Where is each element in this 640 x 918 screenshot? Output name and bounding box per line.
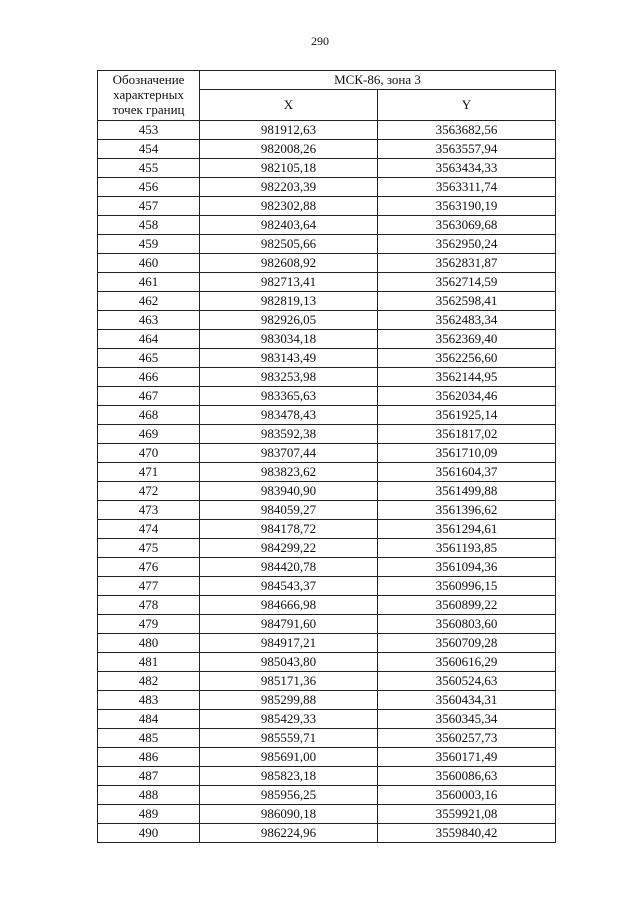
point-number-cell: 485 (98, 729, 200, 748)
point-number-cell: 479 (98, 615, 200, 634)
table-row (98, 577, 556, 596)
page-number: 290 (311, 34, 329, 48)
coordinates-table (97, 70, 556, 843)
x-coordinate-cell: 982008,26 (200, 140, 378, 159)
y-coordinate-cell: 3559840,42 (378, 824, 556, 843)
x-coordinate-cell: 982819,13 (200, 292, 378, 311)
table-row (98, 672, 556, 691)
x-coordinate-cell: 984299,22 (200, 539, 378, 558)
y-coordinate-cell: 3560616,29 (378, 653, 556, 672)
point-number-cell: 484 (98, 710, 200, 729)
y-coordinate-cell: 3560524,63 (378, 672, 556, 691)
x-coordinate-cell: 985956,25 (200, 786, 378, 805)
point-number-cell: 475 (98, 539, 200, 558)
y-coordinate-cell: 3563190,19 (378, 197, 556, 216)
point-number-cell: 466 (98, 368, 200, 387)
table-row (98, 786, 556, 805)
x-coordinate-cell: 984420,78 (200, 558, 378, 577)
table-row (98, 159, 556, 178)
point-number-cell: 473 (98, 501, 200, 520)
point-number-cell: 465 (98, 349, 200, 368)
x-coordinate-cell: 985043,80 (200, 653, 378, 672)
table-row (98, 444, 556, 463)
x-coordinate-cell: 984666,98 (200, 596, 378, 615)
y-column-header: Y (378, 90, 556, 121)
x-coordinate-cell: 982505,66 (200, 235, 378, 254)
y-coordinate-cell: 3562483,34 (378, 311, 556, 330)
y-coordinate-cell: 3563557,94 (378, 140, 556, 159)
x-coordinate-cell: 982403,64 (200, 216, 378, 235)
y-coordinate-cell: 3560434,31 (378, 691, 556, 710)
x-coordinate-cell: 985559,71 (200, 729, 378, 748)
y-coordinate-cell: 3560996,15 (378, 577, 556, 596)
point-number-cell: 468 (98, 406, 200, 425)
table-row (98, 349, 556, 368)
x-coordinate-cell: 982713,41 (200, 273, 378, 292)
y-coordinate-cell: 3561094,36 (378, 558, 556, 577)
x-coordinate-cell: 982105,18 (200, 159, 378, 178)
point-number-cell: 456 (98, 178, 200, 197)
y-coordinate-cell: 3560345,34 (378, 710, 556, 729)
x-coordinate-cell: 983143,49 (200, 349, 378, 368)
point-number-cell: 464 (98, 330, 200, 349)
y-coordinate-cell: 3561710,09 (378, 444, 556, 463)
point-number-cell: 483 (98, 691, 200, 710)
x-coordinate-cell: 982608,92 (200, 254, 378, 273)
y-coordinate-cell: 3562950,24 (378, 235, 556, 254)
x-coordinate-cell: 985823,18 (200, 767, 378, 786)
table-row (98, 805, 556, 824)
point-number-cell: 488 (98, 786, 200, 805)
x-coordinate-cell: 983823,62 (200, 463, 378, 482)
point-number-cell: 453 (98, 121, 200, 140)
table-row (98, 482, 556, 501)
y-coordinate-cell: 3562034,46 (378, 387, 556, 406)
x-coordinate-cell: 985691,00 (200, 748, 378, 767)
x-column-header: X (200, 90, 378, 121)
x-coordinate-cell: 983253,98 (200, 368, 378, 387)
table-row (98, 311, 556, 330)
x-coordinate-cell: 985171,36 (200, 672, 378, 691)
table-row (98, 767, 556, 786)
point-number-cell: 459 (98, 235, 200, 254)
point-number-cell: 461 (98, 273, 200, 292)
point-number-cell: 463 (98, 311, 200, 330)
table-row (98, 463, 556, 482)
x-coordinate-cell: 983707,44 (200, 444, 378, 463)
table-row (98, 292, 556, 311)
y-coordinate-cell: 3560003,16 (378, 786, 556, 805)
table-row (98, 539, 556, 558)
y-coordinate-cell: 3560086,63 (378, 767, 556, 786)
x-coordinate-cell: 983034,18 (200, 330, 378, 349)
coordinate-system-header: МСК-86, зона 3 (200, 71, 556, 90)
x-coordinate-cell: 982302,88 (200, 197, 378, 216)
point-number-cell: 490 (98, 824, 200, 843)
table-row (98, 558, 556, 577)
y-coordinate-cell: 3562256,60 (378, 349, 556, 368)
table-row (98, 691, 556, 710)
y-coordinate-cell: 3560171,49 (378, 748, 556, 767)
table-row (98, 824, 556, 843)
table-body (98, 121, 556, 843)
y-coordinate-cell: 3562598,41 (378, 292, 556, 311)
y-coordinate-cell: 3563682,56 (378, 121, 556, 140)
x-coordinate-cell: 984059,27 (200, 501, 378, 520)
point-number-cell: 477 (98, 577, 200, 596)
y-coordinate-cell: 3561294,61 (378, 520, 556, 539)
point-number-cell: 462 (98, 292, 200, 311)
point-number-cell: 470 (98, 444, 200, 463)
table-row (98, 254, 556, 273)
point-number-cell: 458 (98, 216, 200, 235)
point-number-cell: 480 (98, 634, 200, 653)
y-coordinate-cell: 3560709,28 (378, 634, 556, 653)
x-coordinate-cell: 986090,18 (200, 805, 378, 824)
x-coordinate-cell: 984178,72 (200, 520, 378, 539)
table-row (98, 748, 556, 767)
point-number-cell: 467 (98, 387, 200, 406)
y-coordinate-cell: 3560899,22 (378, 596, 556, 615)
table-row (98, 197, 556, 216)
y-coordinate-cell: 3560257,73 (378, 729, 556, 748)
point-number-cell: 472 (98, 482, 200, 501)
x-coordinate-cell: 983940,90 (200, 482, 378, 501)
x-coordinate-cell: 986224,96 (200, 824, 378, 843)
table-row (98, 368, 556, 387)
point-number-cell: 455 (98, 159, 200, 178)
y-coordinate-cell: 3562831,87 (378, 254, 556, 273)
point-number-cell: 487 (98, 767, 200, 786)
point-number-cell: 489 (98, 805, 200, 824)
x-coordinate-cell: 983592,38 (200, 425, 378, 444)
y-coordinate-cell: 3562714,59 (378, 273, 556, 292)
point-number-cell: 471 (98, 463, 200, 482)
y-coordinate-cell: 3561817,02 (378, 425, 556, 444)
x-coordinate-cell: 983365,63 (200, 387, 378, 406)
table-row (98, 330, 556, 349)
table-row (98, 501, 556, 520)
x-coordinate-cell: 985299,88 (200, 691, 378, 710)
x-coordinate-cell: 984543,37 (200, 577, 378, 596)
point-number-cell: 474 (98, 520, 200, 539)
x-coordinate-cell: 981912,63 (200, 121, 378, 140)
x-coordinate-cell: 982203,39 (200, 178, 378, 197)
y-coordinate-cell: 3561499,88 (378, 482, 556, 501)
table-row (98, 140, 556, 159)
table-row (98, 178, 556, 197)
table-row (98, 216, 556, 235)
table-row (98, 634, 556, 653)
y-coordinate-cell: 3563069,68 (378, 216, 556, 235)
y-coordinate-cell: 3560803,60 (378, 615, 556, 634)
y-coordinate-cell: 3559921,08 (378, 805, 556, 824)
table-row (98, 520, 556, 539)
table-row (98, 425, 556, 444)
x-coordinate-cell: 983478,43 (200, 406, 378, 425)
table-row (98, 710, 556, 729)
table-row (98, 273, 556, 292)
point-number-cell: 481 (98, 653, 200, 672)
x-coordinate-cell: 984917,21 (200, 634, 378, 653)
y-coordinate-cell: 3561925,14 (378, 406, 556, 425)
x-coordinate-cell: 982926,05 (200, 311, 378, 330)
y-coordinate-cell: 3563311,74 (378, 178, 556, 197)
point-number-cell: 486 (98, 748, 200, 767)
point-number-cell: 460 (98, 254, 200, 273)
point-number-cell: 469 (98, 425, 200, 444)
x-coordinate-cell: 985429,33 (200, 710, 378, 729)
table-row (98, 653, 556, 672)
y-coordinate-cell: 3561193,85 (378, 539, 556, 558)
designation-header: Обозначение характерных точек границ (98, 71, 200, 121)
y-coordinate-cell: 3561396,62 (378, 501, 556, 520)
table-row (98, 387, 556, 406)
table-row (98, 615, 556, 634)
y-coordinate-cell: 3561604,37 (378, 463, 556, 482)
table-row (98, 406, 556, 425)
point-number-cell: 454 (98, 140, 200, 159)
point-number-cell: 476 (98, 558, 200, 577)
x-coordinate-cell: 984791,60 (200, 615, 378, 634)
table-row (98, 729, 556, 748)
table-row (98, 235, 556, 254)
point-number-cell: 482 (98, 672, 200, 691)
table-row (98, 596, 556, 615)
y-coordinate-cell: 3562144,95 (378, 368, 556, 387)
point-number-cell: 478 (98, 596, 200, 615)
table-row (98, 121, 556, 140)
point-number-cell: 457 (98, 197, 200, 216)
y-coordinate-cell: 3563434,33 (378, 159, 556, 178)
y-coordinate-cell: 3562369,40 (378, 330, 556, 349)
